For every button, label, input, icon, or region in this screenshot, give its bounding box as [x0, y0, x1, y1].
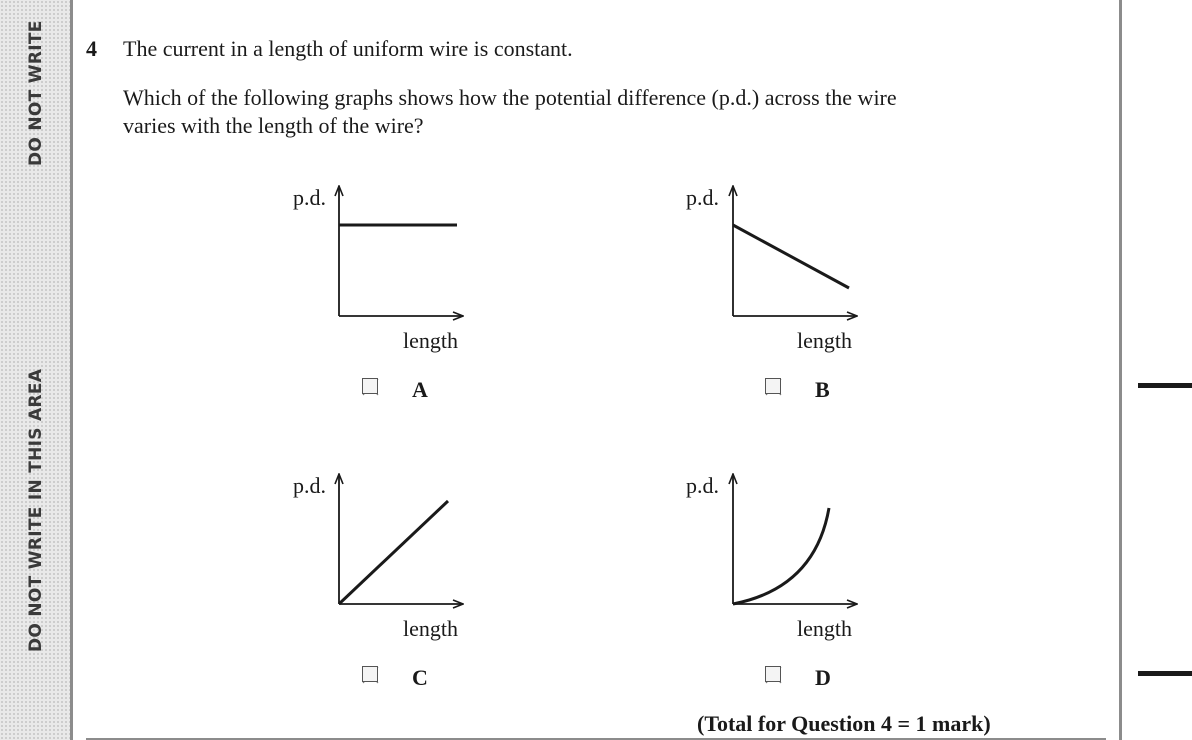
option-c-label: C	[412, 665, 428, 690]
graph-b-ylabel: p.d.	[686, 185, 719, 210]
graph-c	[339, 474, 463, 604]
option-b-checkbox[interactable]	[765, 378, 781, 394]
question-number: 4	[86, 36, 97, 61]
option-c-checkbox[interactable]	[362, 666, 378, 682]
graph-d-curve	[733, 508, 829, 604]
question-prompt-continued: varies with the length of the wire?	[123, 113, 424, 138]
total-marks: (Total for Question 4 = 1 mark)	[697, 711, 991, 736]
question-statement: The current in a length of uniform wire is constant.	[123, 36, 573, 61]
graph-c-ylabel: p.d.	[293, 473, 326, 498]
graph-d-ylabel: p.d.	[686, 473, 719, 498]
question-prompt: Which of the following graphs shows how the potential difference (p.d.) across the wire	[123, 85, 897, 110]
graph-a-ylabel: p.d.	[293, 185, 326, 210]
graph-c-xlabel: length	[403, 616, 458, 641]
option-b-label: B	[815, 377, 830, 402]
option-d-label: D	[815, 665, 831, 690]
margin-warning-top: DO NOT WRITE	[26, 20, 46, 166]
graph-d	[733, 474, 857, 604]
graph-a-xlabel: length	[403, 328, 458, 353]
option-d-checkbox[interactable]	[765, 666, 781, 682]
margin-warning-mid: DO NOT WRITE IN THIS AREA	[26, 368, 46, 652]
graph-b-curve	[733, 225, 849, 288]
option-a-checkbox[interactable]	[362, 378, 378, 394]
graph-d-xlabel: length	[797, 616, 852, 641]
graph-a	[339, 186, 463, 316]
graph-b	[733, 186, 857, 316]
graph-b-xlabel: length	[797, 328, 852, 353]
option-a-label: A	[412, 377, 428, 402]
graph-c-curve	[339, 501, 448, 604]
